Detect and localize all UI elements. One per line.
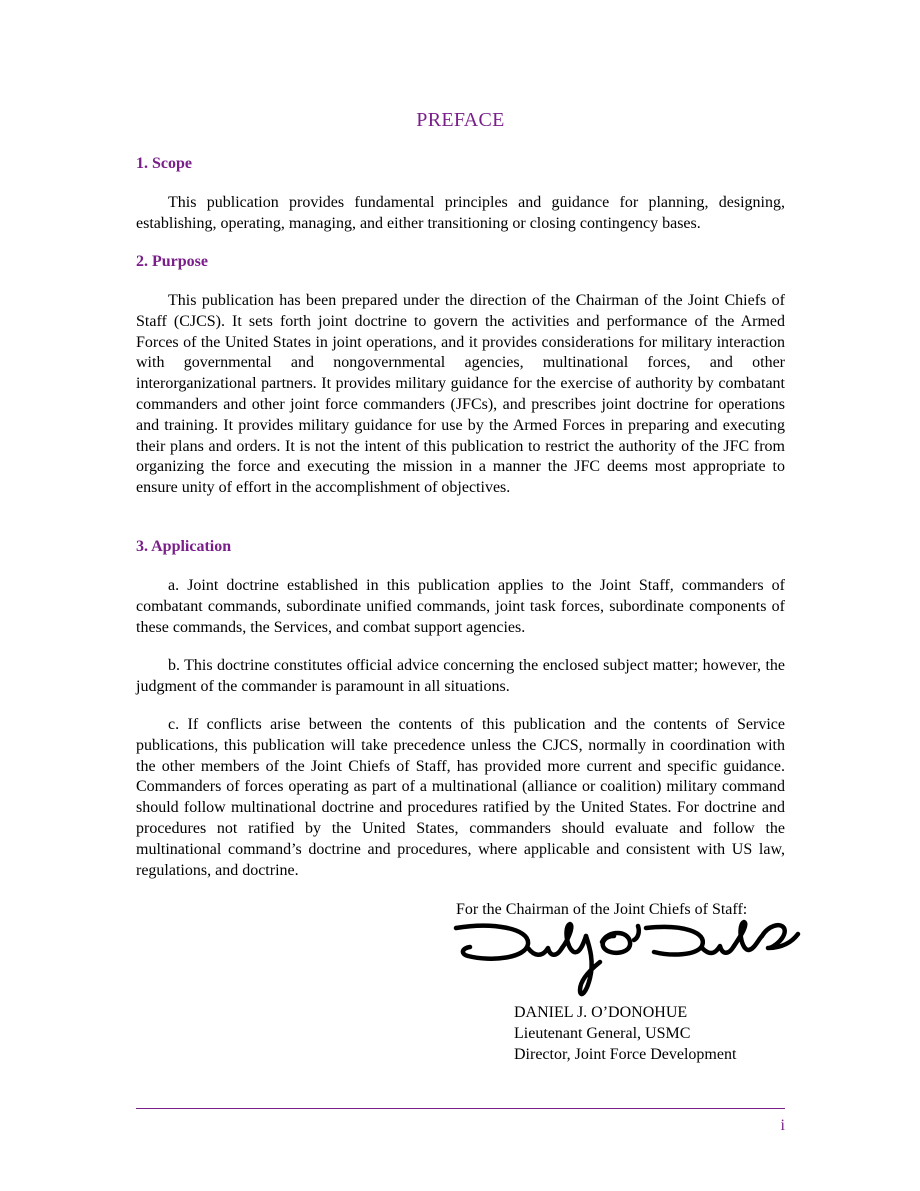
application-paragraph-c: c. If conflicts arise between the contents of this publication and the contents of Service publications, this publication will take precedence unless the CJCS, normally in coordination with the other members of the Joint Chiefs of Staff, has provided more current and specific guidance. Commanders of forces operating as part of a multinational (alliance or coalition) military command should follow multinational doctrine and procedures ratified by the United States. For doctrine and procedures not ratified by the United States, commanders should evaluate and follow the multinational command’s doctrine and procedures, where applicable and consistent with US law, regulations, and doctrine. bbox=[136, 716, 785, 879]
handwritten-signature bbox=[452, 918, 804, 1002]
document-page bbox=[136, 0, 785, 1191]
section-heading-scope: 1. Scope bbox=[136, 155, 192, 172]
page-title: PREFACE bbox=[416, 109, 505, 131]
signer-position: Director, Joint Force Development bbox=[514, 1045, 737, 1063]
scope-paragraph: This publication provides fundamental principles and guidance for planning, designing, establishing, operating, managing, and either transitioning or closing contingency bases. bbox=[136, 194, 785, 232]
section-heading-application: 3. Application bbox=[136, 538, 232, 555]
section-heading-purpose: 2. Purpose bbox=[136, 253, 208, 270]
signer-name: DANIEL J. O’DONOHUE bbox=[514, 1004, 688, 1021]
signature-for-line: For the Chairman of the Joint Chiefs of Staff: bbox=[456, 901, 748, 918]
page-number: i bbox=[780, 1117, 785, 1134]
signature-block bbox=[514, 1003, 736, 1065]
footer-divider bbox=[136, 1108, 785, 1109]
purpose-paragraph: This publication has been prepared under the direction of the Chairman of the Joint Chiefs of Staff (CJCS). It sets forth joint doctrine to govern the activities and performance of the Armed Forces of the United States in joint operations, and it provides considerations for military interaction with governmental and nongovernmental agencies, multinational forces, and other interorganizational partners. It provides military guidance for the exercise of authority by combatant commanders and other joint force commanders (JFCs), and prescribes joint doctrine for operations and training. It provides military guidance for use by the Armed Forces in preparing and executing their plans and orders. It is not the intent of this publication to restrict the authority of the JFC from organizing the force and executing the mission in a manner the JFC deems most appropriate to ensure unity of effort in the accomplishment of objectives. bbox=[136, 292, 785, 497]
application-paragraph-b: b. This doctrine constitutes official advice concerning the enclosed subject matter; however, the judgment of the commander is paramount in all situations. bbox=[136, 657, 785, 695]
application-paragraph-a: a. Joint doctrine established in this publication applies to the Joint Staff, commanders of combatant commands, subordinate unified commands, joint task forces, subordinate components of these commands, the Services, and combat support agencies. bbox=[136, 577, 785, 636]
signer-rank: Lieutenant General, USMC bbox=[514, 1024, 691, 1042]
